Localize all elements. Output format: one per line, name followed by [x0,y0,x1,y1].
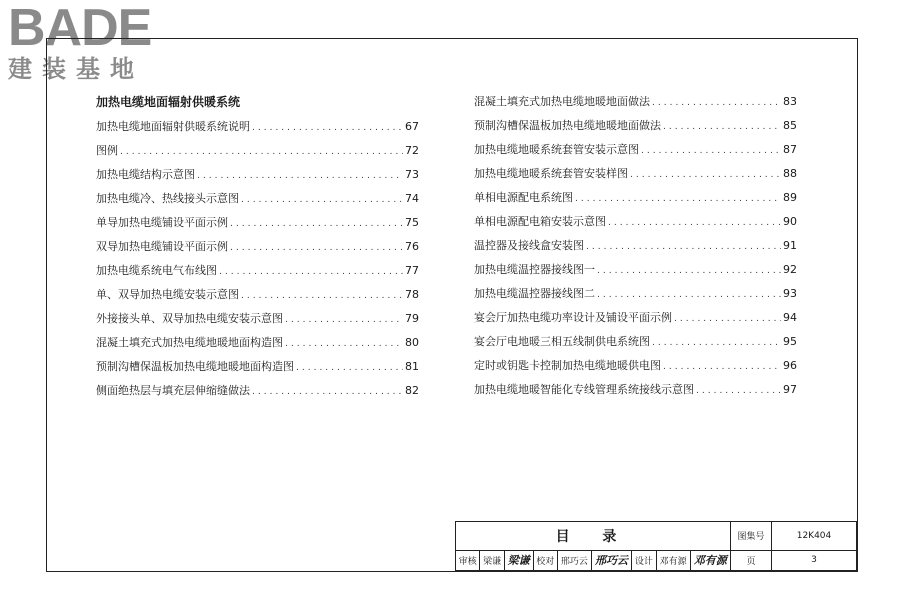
designer-signature: 邓有源 [690,550,730,570]
toc-entry-title: 侧面绝热层与填充层伸缩缝做法 [96,384,250,397]
toc-leader-dots [120,140,403,164]
toc-entry-page: 94 [783,311,797,324]
design-label: 设计 [632,550,656,570]
toc-entry[interactable] [96,379,419,403]
toc-entry-page: 85 [783,119,797,132]
logo-subtitle: 建装基地 [8,55,144,83]
toc-entry[interactable] [96,355,419,379]
designer-name: 邓有源 [656,550,690,570]
toc-entry[interactable] [474,186,797,210]
toc-entry[interactable] [474,90,797,114]
toc-leader-dots [630,163,781,187]
toc-entry-title: 单相电源配电箱安装示意图 [474,215,606,228]
page-number: 3 [772,550,857,570]
toc-entry[interactable] [474,138,797,162]
toc-entry-title: 加热电缆地暖系统套管安装示意图 [474,143,639,156]
toc-entry[interactable] [96,187,419,211]
toc-entry-page: 72 [405,144,419,157]
toc-leader-dots [586,235,781,259]
toc-leader-dots [285,308,403,332]
toc-entry-page: 92 [783,263,797,276]
toc-entry-title: 双导加热电缆铺设平面示例 [96,240,228,253]
page-label: 页 [731,550,772,570]
toc-entry[interactable] [474,258,797,282]
toc-leader-dots [197,164,403,188]
toc-entry-page: 78 [405,288,419,301]
toc-entry-title: 预制沟槽保温板加热电缆地暖地面构造图 [96,360,294,373]
toc-entry[interactable] [474,282,797,306]
toc-entry[interactable] [96,283,419,307]
toc-entry-title: 图例 [96,144,118,157]
toc-leader-dots [608,211,781,235]
drawing-title: 目 录 [456,522,731,551]
toc-entry-page: 91 [783,239,797,252]
toc-entry-page: 89 [783,191,797,204]
toc-leader-dots [219,260,403,284]
toc-entry[interactable] [474,354,797,378]
toc-entry-page: 83 [783,95,797,108]
toc-entry-title: 宴会厅电地暖三相五线制供电系统图 [474,335,650,348]
toc-entry-title: 加热电缆地暖智能化专线管理系统接线示意图 [474,383,694,396]
toc-entry-page: 88 [783,167,797,180]
toc-entry-title: 加热电缆温控器接线图二 [474,287,595,300]
toc-leader-dots [663,115,781,139]
toc-entry[interactable] [96,235,419,259]
toc-right-column [474,90,797,402]
toc-entry-title: 定时或钥匙卡控制加热电缆地暖供电图 [474,359,661,372]
toc-entry-title: 宴会厅加热电缆功率设计及铺设平面示例 [474,311,672,324]
title-block [455,521,857,571]
toc-entry-page: 96 [783,359,797,372]
toc-entry[interactable] [474,114,797,138]
toc-entry-title: 加热电缆结构示意图 [96,168,195,181]
toc-entry-page: 75 [405,216,419,229]
toc-leader-dots [597,259,781,283]
toc-leader-dots [641,139,781,163]
toc-entry-page: 87 [783,143,797,156]
toc-leader-dots [241,284,403,308]
toc-entry-page: 76 [405,240,419,253]
toc-entry-title: 预制沟槽保温板加热电缆地暖地面做法 [474,119,661,132]
toc-entry[interactable] [96,307,419,331]
atlas-label: 图集号 [731,522,772,551]
atlas-number: 12K404 [772,522,857,551]
review-label: 审核 [456,550,480,570]
toc-entry[interactable] [96,211,419,235]
toc-leader-dots [230,236,403,260]
toc-entry-title: 单、双导加热电缆安装示意图 [96,288,239,301]
toc-leader-dots [652,331,781,355]
toc-entry-page: 81 [405,360,419,373]
checker-signature: 邢巧云 [591,550,631,570]
toc-entry-page: 97 [783,383,797,396]
toc-entry-page: 82 [405,384,419,397]
reviewer-name: 梁谦 [480,550,504,570]
toc-leader-dots [575,187,781,211]
toc-entry-title: 加热电缆系统电气布线图 [96,264,217,277]
toc-entry[interactable] [474,330,797,354]
toc-leader-dots [241,188,403,212]
toc-left-column [96,115,419,403]
toc-leader-dots [674,307,781,331]
logo-wordmark: BADE [8,0,152,57]
toc-entry-title: 混凝土填充式加热电缆地暖地面构造图 [96,336,283,349]
toc-entry[interactable] [96,115,419,139]
toc-entry-title: 混凝土填充式加热电缆地暖地面做法 [474,95,650,108]
toc-entry-title: 加热电缆冷、热线接头示意图 [96,192,239,205]
toc-entry[interactable] [96,163,419,187]
toc-leader-dots [597,283,781,307]
toc-leader-dots [652,91,781,115]
section-title: 加热电缆地面辐射供暖系统 [96,95,241,109]
toc-leader-dots [285,332,403,356]
toc-leader-dots [663,355,781,379]
toc-entry[interactable] [96,139,419,163]
toc-entry[interactable] [474,162,797,186]
checker-name: 邢巧云 [557,550,591,570]
toc-entry[interactable] [96,331,419,355]
toc-entry-page: 77 [405,264,419,277]
toc-entry-title: 加热电缆地面辐射供暖系统说明 [96,120,250,133]
toc-entry-page: 79 [405,312,419,325]
toc-entry[interactable] [96,259,419,283]
toc-leader-dots [230,212,403,236]
toc-entry-title: 加热电缆地暖系统套管安装样图 [474,167,628,180]
check-label: 校对 [533,550,557,570]
toc-leader-dots [296,356,403,380]
toc-leader-dots [252,380,403,404]
toc-entry[interactable] [474,306,797,330]
toc-entry-title: 外接接头单、双导加热电缆安装示意图 [96,312,283,325]
toc-entry[interactable] [474,234,797,258]
toc-entry-page: 93 [783,287,797,300]
toc-entry-title: 加热电缆温控器接线图一 [474,263,595,276]
toc-entry-title: 单相电源配电系统图 [474,191,573,204]
toc-entry-page: 95 [783,335,797,348]
toc-entry[interactable] [474,210,797,234]
toc-entry[interactable] [474,378,797,402]
toc-leader-dots [252,116,403,140]
reviewer-signature: 梁谦 [504,550,533,570]
toc-entry-page: 73 [405,168,419,181]
toc-entry-title: 单导加热电缆铺设平面示例 [96,216,228,229]
toc-entry-title: 温控器及接线盒安装图 [474,239,584,252]
toc-entry-page: 80 [405,336,419,349]
toc-entry-page: 67 [405,120,419,133]
toc-entry-page: 74 [405,192,419,205]
toc-entry-page: 90 [783,215,797,228]
toc-leader-dots [696,379,781,403]
